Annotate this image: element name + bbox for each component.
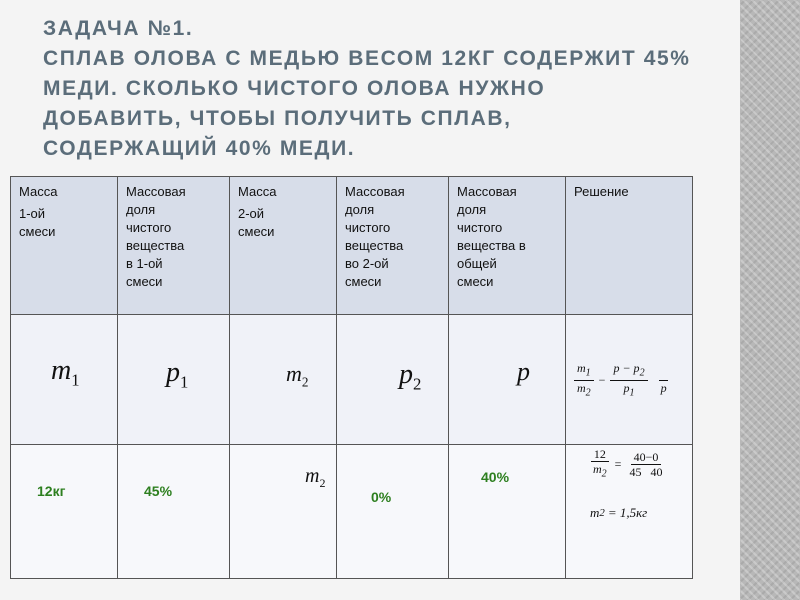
header-text: чистого — [126, 220, 172, 235]
header-mass-1 — [11, 177, 118, 315]
header-fraction-total — [449, 177, 566, 315]
solution-equation — [590, 447, 665, 481]
symbol-m2-unknown: $m_2$ — [305, 465, 326, 490]
symbol-row — [11, 315, 693, 445]
fraction-right-2: p — [658, 366, 670, 395]
cell-mass1-value — [11, 445, 118, 579]
minus-sign: − — [598, 373, 606, 388]
cell-frac2-value — [337, 445, 449, 579]
title-line-5: СОДЕРЖАЩИЙ 40% МЕДИ. — [43, 137, 356, 160]
header-text: Решение — [574, 184, 629, 199]
mass1-value: 12кг — [37, 483, 66, 499]
cell-m1 — [11, 315, 118, 445]
header-text: смеси — [126, 274, 163, 289]
cell-p — [449, 315, 566, 445]
symbol-p1: $p_1$ — [166, 357, 189, 392]
header-text: смеси — [345, 274, 382, 289]
header-text: Массовая — [126, 184, 186, 199]
problem-title — [43, 14, 703, 164]
header-text: во 2-ой — [345, 256, 389, 271]
title-line-2: СПЛАВ ОЛОВА С МЕДЬЮ ВЕСОМ 12КГ СОДЕРЖИТ 45% — [43, 47, 691, 70]
cell-total-value — [449, 445, 566, 579]
header-text: доля — [345, 202, 375, 217]
header-text: Массовая — [457, 184, 517, 199]
fraction-right-1: $\frac{p - p_2}{p_1}$ — [610, 361, 647, 401]
header-fraction-1 — [118, 177, 230, 315]
fraction2-value: 0% — [371, 489, 392, 505]
fraction1-value: 45% — [144, 483, 173, 499]
proportion-formula — [574, 361, 670, 401]
header-text: чистого — [457, 220, 503, 235]
problem-table — [10, 176, 693, 579]
title-line-4: ДОБАВИТЬ, ЧТОБЫ ПОЛУЧИТЬ СПЛАВ, — [43, 107, 512, 130]
header-text: доля — [126, 202, 156, 217]
equals-sign: = — [614, 456, 622, 471]
header-mass-2 — [230, 177, 337, 315]
symbol-m1: $m_1$ — [51, 355, 80, 390]
cell-m2-value — [230, 445, 337, 579]
cell-p2 — [337, 315, 449, 445]
symbol-p2: $p_2$ — [399, 359, 422, 394]
fraction-masses: $m_1$ $m_2$ — [574, 361, 594, 401]
solution-result: m 2 = 1,5кг — [590, 505, 648, 520]
cell-frac1-value — [118, 445, 230, 579]
header-text: Масса — [19, 184, 58, 199]
header-text: чистого — [345, 220, 391, 235]
header-text: смеси — [19, 224, 56, 239]
solution-fraction-left: $\frac{12}{m_2}$ — [590, 447, 610, 481]
header-text: Массовая — [345, 184, 405, 199]
header-text: в 1-ой — [126, 256, 163, 271]
title-line-3: МЕДИ. СКОЛЬКО ЧИСТОГО ОЛОВА НУЖНО — [43, 77, 546, 100]
cell-p1 — [118, 315, 230, 445]
header-text: Масса — [238, 184, 277, 199]
header-text: доля — [457, 202, 487, 217]
header-solution — [566, 177, 693, 315]
symbol-m2: $m_2$ — [286, 361, 309, 390]
header-fraction-2 — [337, 177, 449, 315]
header-text: общей — [457, 256, 497, 271]
header-text: вещества в — [457, 238, 526, 253]
symbol-p: p — [517, 357, 530, 386]
header-text: 1-ой — [19, 206, 46, 221]
cell-m2 — [230, 315, 337, 445]
solution-fraction-right: $\frac{40-0}{45 40}$ — [629, 449, 663, 479]
header-text: вещества — [345, 238, 404, 253]
header-text: смеси — [238, 224, 275, 239]
header-text: вещества — [126, 238, 185, 253]
title-line-1: ЗАДАЧА №1. — [43, 17, 194, 40]
cell-solution — [566, 445, 693, 579]
header-text: смеси — [457, 274, 494, 289]
cell-formula — [566, 315, 693, 445]
value-row — [11, 445, 693, 579]
decorative-side-strip — [740, 0, 800, 600]
header-text: 2-ой — [238, 206, 265, 221]
total-fraction-value: 40% — [481, 469, 510, 485]
header-row — [11, 177, 693, 315]
